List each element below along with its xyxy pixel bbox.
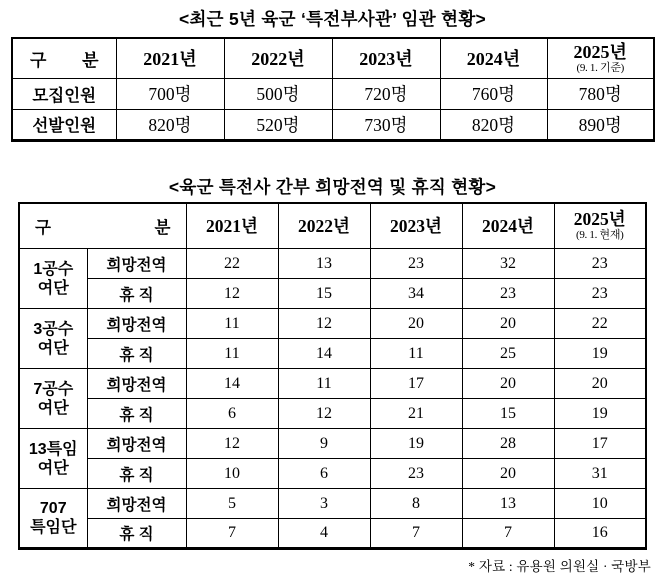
appointment-table-head xyxy=(12,38,654,78)
year-header-2022: 2022년 xyxy=(278,203,370,249)
value-cell: 19 xyxy=(370,429,462,459)
value-cell: 820명 xyxy=(116,109,224,140)
value-cell: 14 xyxy=(278,339,370,369)
value-cell: 20 xyxy=(370,309,462,339)
value-cell: 520명 xyxy=(224,109,332,140)
value-cell: 32 xyxy=(462,249,554,279)
table-row xyxy=(19,399,646,429)
value-cell: 7 xyxy=(186,519,278,549)
unit-cell xyxy=(19,249,87,309)
value-cell: 11 xyxy=(186,309,278,339)
value-cell: 7 xyxy=(462,519,554,549)
value-cell: 20 xyxy=(462,459,554,489)
value-cell: 10 xyxy=(186,459,278,489)
value-cell: 720명 xyxy=(332,78,440,109)
category-cell: 휴 직 xyxy=(87,459,186,489)
unit-line1: 707 xyxy=(39,500,67,517)
value-cell: 13 xyxy=(278,249,370,279)
value-cell: 5 xyxy=(186,489,278,519)
year-2025-label: 2025년 xyxy=(573,41,627,62)
value-cell: 23 xyxy=(370,249,462,279)
value-cell: 21 xyxy=(370,399,462,429)
unit-line2: 여단 xyxy=(37,399,69,417)
value-cell: 760명 xyxy=(440,78,547,109)
value-cell: 13 xyxy=(462,489,554,519)
value-cell: 23 xyxy=(462,279,554,309)
year-2025-subnote: (9. 1. 기준) xyxy=(576,61,625,74)
appointment-table-body xyxy=(12,78,654,140)
year-header-2023: 2023년 xyxy=(332,38,440,78)
leave-table-head xyxy=(19,203,646,249)
year-header-2022: 2022년 xyxy=(224,38,332,78)
value-cell: 8 xyxy=(370,489,462,519)
gubun-left-label: 구 xyxy=(30,50,47,70)
unit-line1: 13특임 xyxy=(28,440,78,458)
value-cell: 500명 xyxy=(224,78,332,109)
value-cell: 11 xyxy=(186,339,278,369)
source-note: * 자료 : 유용원 의원실 · 국방부 xyxy=(468,559,651,574)
table-row xyxy=(19,279,646,309)
value-cell: 12 xyxy=(186,429,278,459)
year-header-2025 xyxy=(547,38,654,78)
category-cell: 희망전역 xyxy=(87,369,186,399)
table-row xyxy=(19,429,646,459)
table-row xyxy=(19,339,646,369)
value-cell: 14 xyxy=(186,369,278,399)
year-header-2021: 2021년 xyxy=(116,38,224,78)
gubun-header-cell xyxy=(19,203,186,249)
gubun-right-label: 분 xyxy=(82,50,99,70)
table-row xyxy=(19,309,646,339)
value-cell: 19 xyxy=(554,399,646,429)
value-cell: 15 xyxy=(462,399,554,429)
value-cell: 700명 xyxy=(116,78,224,109)
table-row xyxy=(19,489,646,519)
value-cell: 11 xyxy=(370,339,462,369)
value-cell: 4 xyxy=(278,519,370,549)
year-header-2024: 2024년 xyxy=(462,203,554,249)
unit-line1: 1공수 xyxy=(33,260,74,278)
unit-cell xyxy=(19,369,87,429)
table-row xyxy=(19,249,646,279)
value-cell: 23 xyxy=(554,249,646,279)
leave-table xyxy=(18,202,647,551)
value-cell: 22 xyxy=(186,249,278,279)
row-label-cell: 선발인원 xyxy=(12,109,116,140)
value-cell: 10 xyxy=(554,489,646,519)
value-cell: 23 xyxy=(554,279,646,309)
gubun-right-label: 분 xyxy=(154,218,171,237)
year-2025-subnote: (9. 1. 현재) xyxy=(575,229,624,242)
value-cell: 17 xyxy=(370,369,462,399)
unit-cell xyxy=(19,429,87,489)
value-cell: 20 xyxy=(554,369,646,399)
leave-table-body xyxy=(19,249,646,549)
value-cell: 11 xyxy=(278,369,370,399)
category-cell: 휴 직 xyxy=(87,339,186,369)
value-cell: 6 xyxy=(278,459,370,489)
value-cell: 9 xyxy=(278,429,370,459)
value-cell: 28 xyxy=(462,429,554,459)
value-cell: 17 xyxy=(554,429,646,459)
value-cell: 16 xyxy=(554,519,646,549)
unit-line2: 여단 xyxy=(37,459,69,477)
leave-table-title: <육군 특전사 간부 희망전역 및 휴직 현황> xyxy=(168,176,497,197)
appointment-table-title: <최근 5년 육군 ‘특전부사관’ 임관 현황> xyxy=(178,9,487,29)
table-row xyxy=(12,109,654,140)
row-label-cell: 모집인원 xyxy=(12,78,116,109)
gubun-header-cell xyxy=(12,38,116,78)
value-cell: 25 xyxy=(462,339,554,369)
value-cell: 730명 xyxy=(332,109,440,140)
table-row xyxy=(19,459,646,489)
value-cell: 7 xyxy=(370,519,462,549)
year-header-2024: 2024년 xyxy=(440,38,547,78)
year-header-2021: 2021년 xyxy=(186,203,278,249)
category-cell: 휴 직 xyxy=(87,519,186,549)
value-cell: 20 xyxy=(462,309,554,339)
category-cell: 희망전역 xyxy=(87,489,186,519)
value-cell: 23 xyxy=(370,459,462,489)
category-cell: 희망전역 xyxy=(87,429,186,459)
category-cell: 희망전역 xyxy=(87,309,186,339)
value-cell: 19 xyxy=(554,339,646,369)
category-cell: 휴 직 xyxy=(87,279,186,309)
unit-line2: 여단 xyxy=(37,339,69,357)
year-2025-label: 2025년 xyxy=(573,209,626,230)
unit-line1: 7공수 xyxy=(33,380,74,398)
value-cell: 780명 xyxy=(547,78,654,109)
value-cell: 12 xyxy=(278,309,370,339)
value-cell: 34 xyxy=(370,279,462,309)
category-cell: 휴 직 xyxy=(87,399,186,429)
unit-cell xyxy=(19,489,87,549)
value-cell: 15 xyxy=(278,279,370,309)
value-cell: 12 xyxy=(186,279,278,309)
table-row xyxy=(19,519,646,549)
value-cell: 820명 xyxy=(440,109,547,140)
header-row xyxy=(19,203,646,249)
value-cell: 3 xyxy=(278,489,370,519)
gubun-left-label: 구 xyxy=(35,218,51,237)
unit-line1: 3공수 xyxy=(33,320,74,338)
year-header-2023: 2023년 xyxy=(370,203,462,249)
unit-line2: 여단 xyxy=(37,279,69,297)
unit-cell xyxy=(19,309,87,369)
value-cell: 6 xyxy=(186,399,278,429)
value-cell: 22 xyxy=(554,309,646,339)
header-row xyxy=(12,38,654,78)
category-cell: 희망전역 xyxy=(87,249,186,279)
value-cell: 890명 xyxy=(547,109,654,140)
appointment-table xyxy=(11,37,655,142)
table-row xyxy=(19,369,646,399)
value-cell: 12 xyxy=(278,399,370,429)
value-cell: 31 xyxy=(554,459,646,489)
unit-line2: 특임단 xyxy=(30,519,77,536)
table-row xyxy=(12,78,654,109)
value-cell: 20 xyxy=(462,369,554,399)
year-header-2025 xyxy=(554,203,646,249)
